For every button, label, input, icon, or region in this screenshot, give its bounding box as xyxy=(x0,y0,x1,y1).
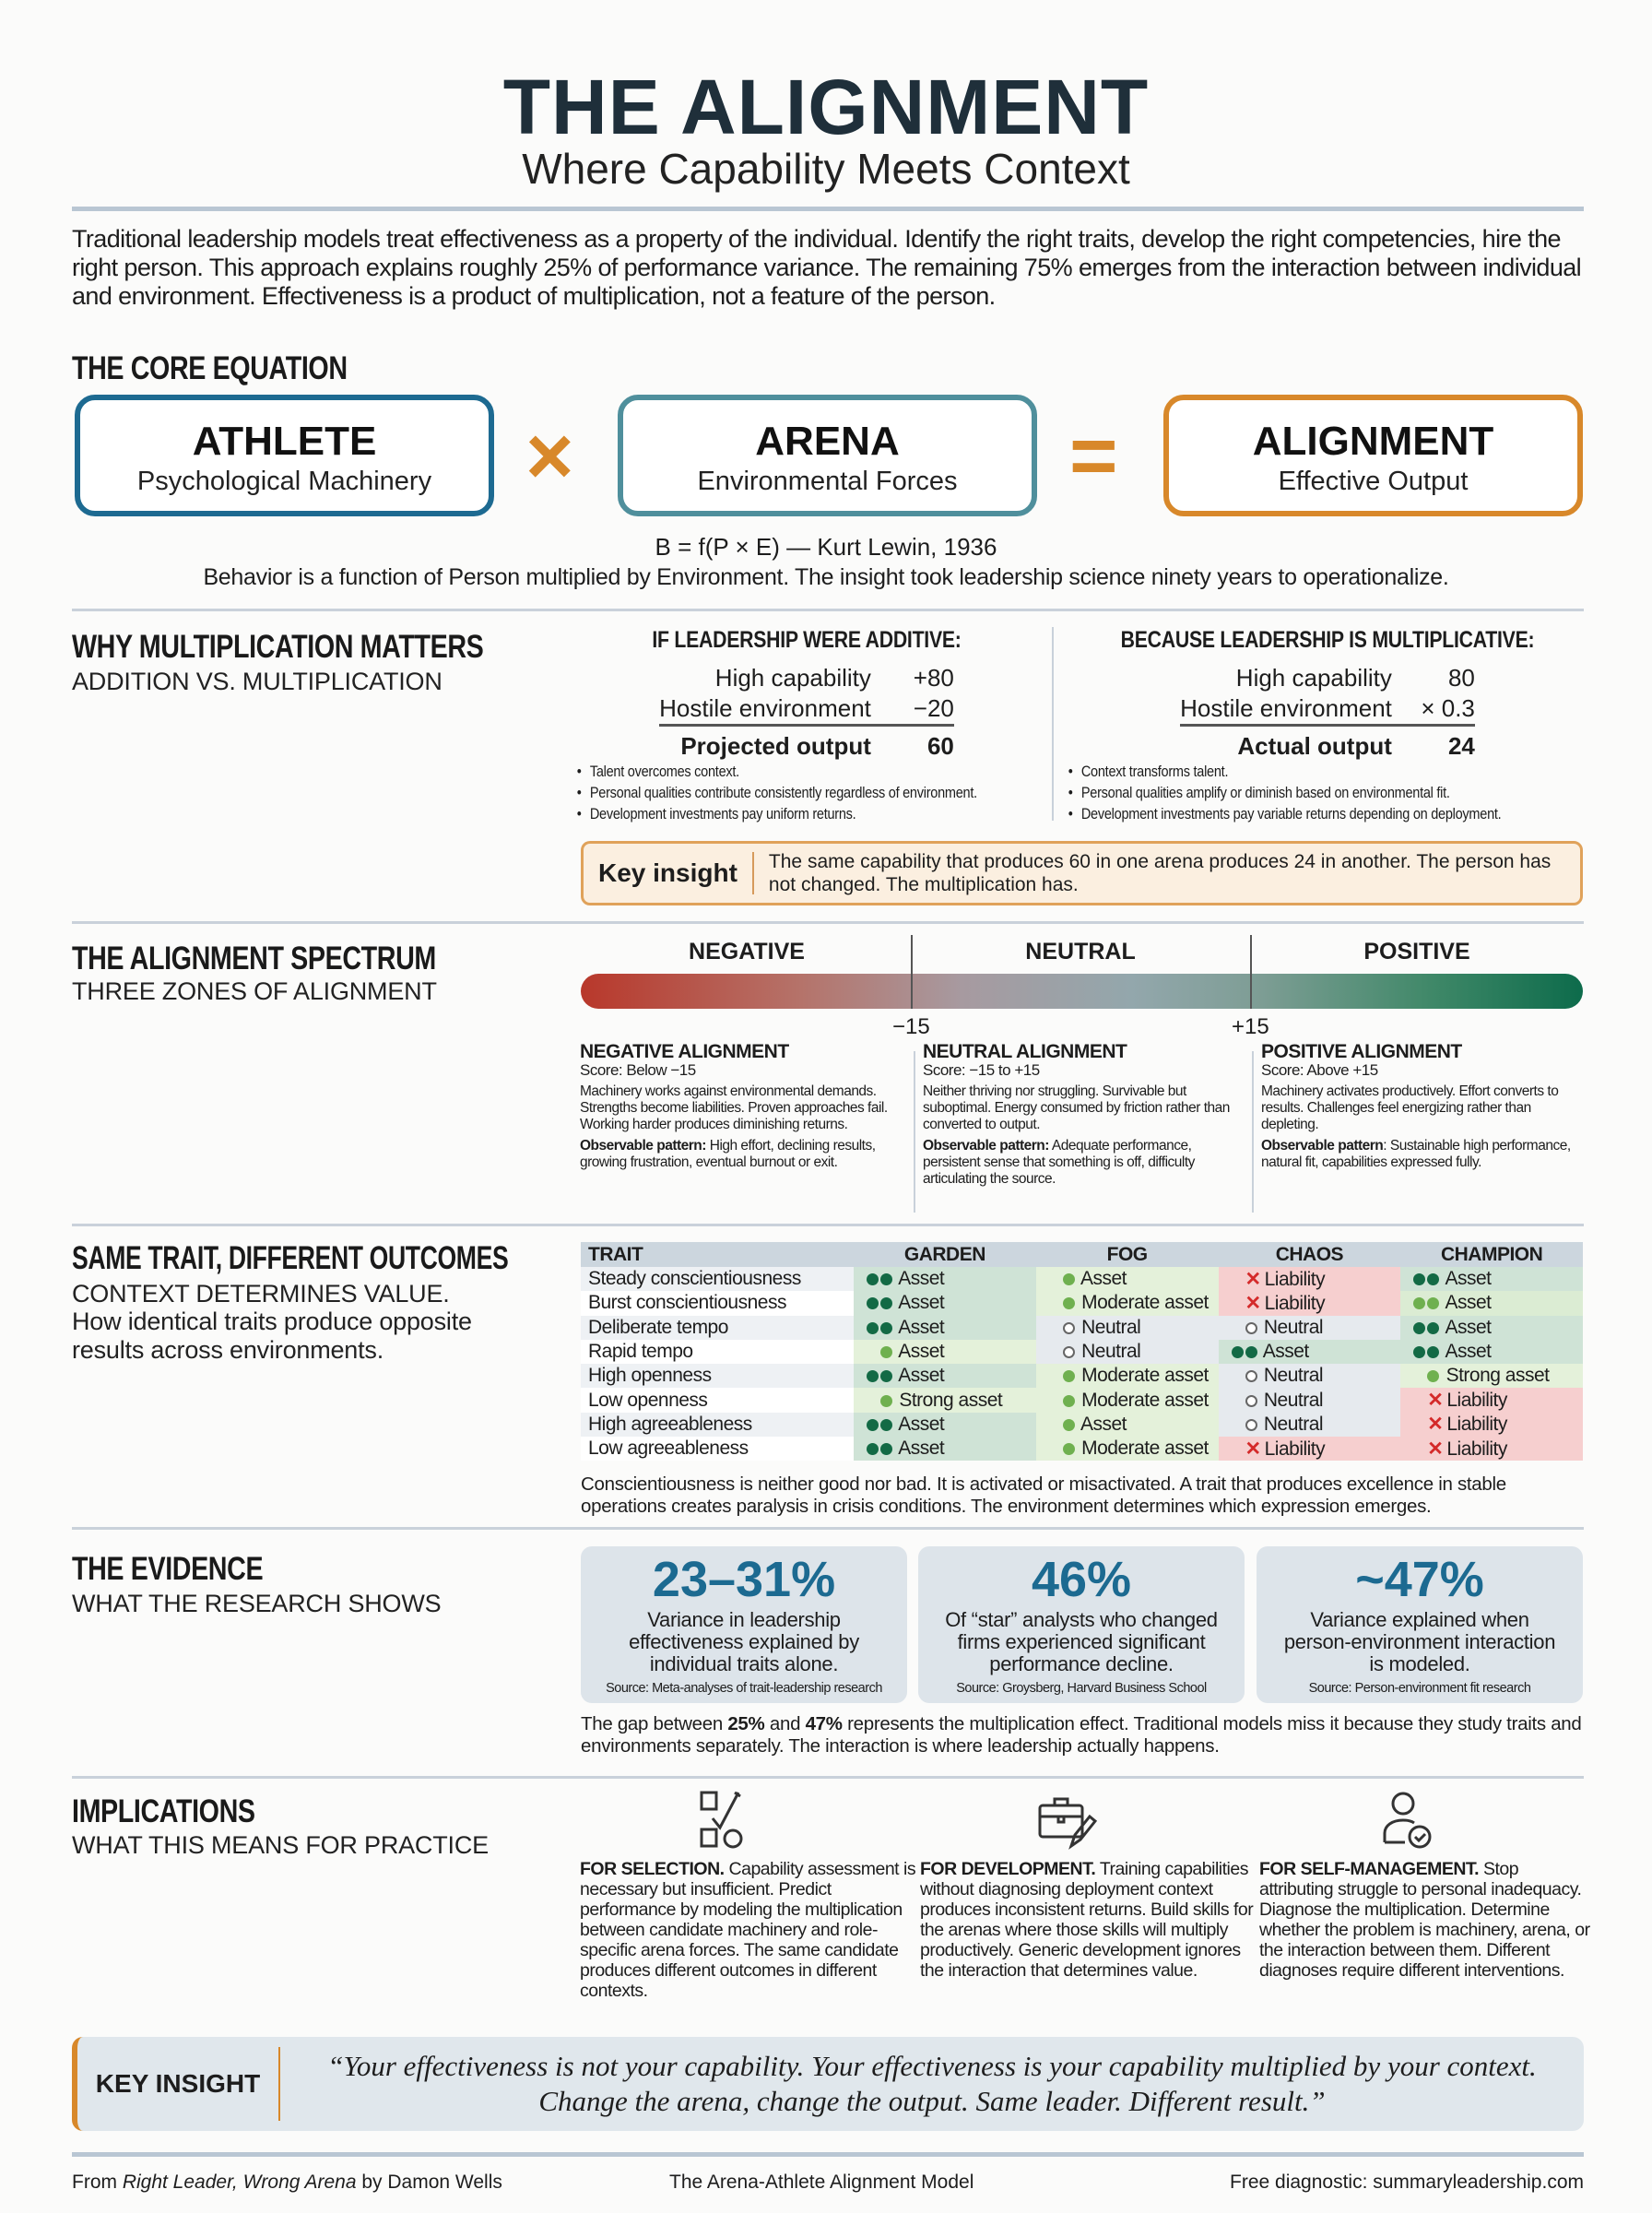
outcome-cell xyxy=(854,1413,1036,1437)
outcome-label: Strong asset xyxy=(899,1389,1003,1411)
zone-desc: Machinery activates productively. Effort converts to results. Challenges feel energizing rather than depleting. xyxy=(1261,1083,1559,1132)
empty-circle-icon xyxy=(1049,1317,1081,1338)
outcome-cell xyxy=(1036,1437,1219,1461)
row-value: 80 xyxy=(1447,664,1475,692)
implication-text: Training capabilities without diagnosing deployment context produces inconsistent returns. Build skills for the arenas where those skills will multiply productively. Generic development ignores the interaction that determines value. xyxy=(920,1859,1254,1981)
zone-label-neutral: NEUTRAL xyxy=(1025,939,1136,964)
key-insight-box xyxy=(581,841,1583,905)
key-insight-label: Key insight xyxy=(584,852,754,894)
outcome-label: Liability xyxy=(1264,1268,1326,1290)
multiply-icon: × xyxy=(525,410,574,503)
outcome-label: Neutral xyxy=(1081,1316,1141,1338)
empty-circle-icon xyxy=(1232,1317,1264,1338)
footer-diagnostic-link[interactable]: Free diagnostic: summaryleadership.com xyxy=(1230,2172,1584,2193)
outcome-label: Asset xyxy=(1262,1341,1309,1363)
dot-icon xyxy=(1049,1365,1081,1386)
column-header: FOG xyxy=(1036,1242,1219,1267)
evidence-card xyxy=(918,1546,1245,1703)
trait-name: High agreeableness xyxy=(581,1413,854,1437)
caption-bold: 47% xyxy=(805,1713,843,1734)
caption-text: and xyxy=(764,1713,806,1734)
implication-title: FOR SELF-MANAGEMENT. xyxy=(1259,1859,1480,1879)
footer-source xyxy=(72,2172,502,2194)
implications-subheading: WHAT THIS MEANS FOR PRACTICE xyxy=(72,1831,489,1859)
outcome-label: Neutral xyxy=(1081,1341,1141,1363)
traits-caption: Conscientiousness is neither good nor bad. It is activated or misactivated. A trait that produces excellence in stable operations creates paralysis in crisis conditions. The environment determines which expression emerges. xyxy=(581,1473,1506,1517)
outcome-cell xyxy=(1219,1267,1401,1291)
outcome-label: Asset xyxy=(898,1438,945,1460)
trait-outcomes-table xyxy=(581,1242,1583,1461)
pattern-label: Observable pattern: xyxy=(580,1138,706,1154)
outcome-label: Asset xyxy=(1445,1268,1492,1290)
trait-name: Burst conscientiousness xyxy=(581,1291,854,1315)
outcome-cell xyxy=(1400,1413,1583,1437)
dot-icon xyxy=(867,1341,898,1362)
zone-label-negative: NEGATIVE xyxy=(689,939,805,964)
pattern-text: High effort, declining results, growing frustration, eventual burnout or exit. xyxy=(580,1138,876,1170)
zone-positive xyxy=(1261,1041,1588,1176)
zone-score: Score: −15 to +15 xyxy=(923,1061,1040,1079)
alignment-box xyxy=(1163,395,1583,516)
double-dot-icon xyxy=(1413,1292,1445,1313)
outcome-cell xyxy=(1036,1340,1219,1364)
trait-name: High openness xyxy=(581,1364,854,1388)
bullet: • Personal qualities amplify or diminish based on environmental fit. xyxy=(1067,783,1501,804)
double-dot-icon xyxy=(867,1292,898,1313)
outcome-cell xyxy=(1219,1413,1401,1437)
double-dot-icon xyxy=(1413,1317,1445,1338)
total-label: Actual output xyxy=(1180,726,1392,763)
why-subheading: ADDITION VS. MULTIPLICATION xyxy=(72,668,442,695)
divider xyxy=(72,609,1584,611)
outcome-cell xyxy=(1219,1340,1401,1364)
outcome-cell xyxy=(1219,1388,1401,1412)
implication-selection xyxy=(580,1859,916,2001)
stat-source: Source: Meta-analyses of trait-leadership research xyxy=(606,1681,882,1696)
stat-desc: Of “star” analysts who changed firms experienced significant performance decline. xyxy=(945,1608,1218,1675)
zone-desc: Machinery works against environmental demands. Strengths become liabilities. Proven approaches fail. Working harder produces diminishing returns. xyxy=(580,1083,888,1132)
double-dot-icon xyxy=(1413,1268,1445,1289)
table-row xyxy=(581,1437,1583,1461)
row-value: +80 xyxy=(913,664,954,692)
page-subtitle: Where Capability Meets Context xyxy=(522,145,1130,193)
row-value: × 0.3 xyxy=(1421,694,1475,722)
x-icon: ✕ xyxy=(1245,1292,1261,1314)
table-row xyxy=(581,1413,1583,1437)
additive-title: IF LEADERSHIP WERE ADDITIVE: xyxy=(652,627,962,653)
outcome-cell xyxy=(1400,1437,1583,1461)
bullet: • Development investments pay variable returns depending on deployment. xyxy=(1067,804,1501,825)
outcome-label: Liability xyxy=(1264,1438,1326,1460)
outcome-label: Liability xyxy=(1446,1438,1507,1460)
page-title: THE ALIGNMENT xyxy=(502,64,1150,150)
bullet: • Context transforms talent. xyxy=(1067,762,1501,783)
stat-desc: Variance explained when person-environment interaction is modeled. xyxy=(1283,1608,1556,1675)
why-heading: WHY MULTIPLICATION MATTERS xyxy=(72,629,484,665)
book-title: Right Leader, Wrong Arena xyxy=(122,2172,357,2193)
double-dot-icon xyxy=(867,1268,898,1289)
outcome-cell xyxy=(1219,1291,1401,1315)
caption-text: The gap between xyxy=(581,1713,728,1734)
row-label: High capability xyxy=(1235,664,1392,692)
key-insight-text: The same capability that produces 60 in one arena produces 24 in another. The person has not changed. The multiplication has. xyxy=(768,851,1552,895)
double-dot-icon xyxy=(867,1438,898,1459)
outcome-cell xyxy=(854,1316,1036,1340)
traits-heading: SAME TRAIT, DIFFERENT OUTCOMES xyxy=(72,1240,509,1276)
outcome-cell xyxy=(1036,1291,1219,1315)
stat-source: Source: Groysberg, Harvard Business School xyxy=(956,1681,1207,1696)
dot-icon xyxy=(1049,1268,1080,1289)
equation-caption: Behavior is a function of Person multiplied by Environment. The insight took leadership science ninety years to operationalize. xyxy=(203,564,1449,590)
stat-value: ~47% xyxy=(1355,1552,1484,1607)
outcome-label: Asset xyxy=(1445,1292,1492,1314)
outcome-cell xyxy=(1036,1388,1219,1412)
double-dot-icon xyxy=(867,1365,898,1386)
evidence-card xyxy=(1257,1546,1583,1703)
outcome-cell xyxy=(1219,1316,1401,1340)
outcome-label: Moderate asset xyxy=(1081,1365,1209,1387)
zone-negative xyxy=(580,1041,907,1176)
arena-sub: Environmental Forces xyxy=(697,467,958,496)
alignment-title: ALIGNMENT xyxy=(1252,419,1494,464)
dot-icon xyxy=(1049,1414,1080,1435)
tick-label-minus15: −15 xyxy=(892,1014,930,1039)
outcome-cell xyxy=(854,1291,1036,1315)
x-icon: ✕ xyxy=(1245,1438,1261,1460)
outcome-label: Asset xyxy=(1445,1341,1492,1363)
spectrum-heading: THE ALIGNMENT SPECTRUM xyxy=(72,941,436,976)
outcome-label: Asset xyxy=(898,1413,945,1435)
athlete-title: ATHLETE xyxy=(192,419,377,464)
implication-title: FOR SELECTION. xyxy=(580,1859,725,1879)
pattern-label: Observable pattern xyxy=(1261,1138,1384,1154)
outcome-label: Liability xyxy=(1446,1390,1507,1412)
bullet: • Talent overcomes context. xyxy=(575,762,977,783)
zone-title: NEUTRAL ALIGNMENT xyxy=(923,1041,1127,1062)
arena-title: ARENA xyxy=(755,419,900,464)
tick-line xyxy=(1250,935,1252,1009)
pattern-text: Adequate performance, persistent sense that something is off, difficulty articulating the source. xyxy=(923,1138,1195,1187)
outcome-cell xyxy=(1400,1267,1583,1291)
double-dot-icon xyxy=(867,1414,898,1435)
multiplicative-calc xyxy=(1069,627,1586,762)
athlete-box xyxy=(75,395,494,516)
zone-score: Score: Below −15 xyxy=(580,1061,696,1079)
divider xyxy=(72,1776,1584,1779)
footer-model: The Arena-Athlete Alignment Model xyxy=(669,2172,974,2193)
outcome-cell xyxy=(854,1267,1036,1291)
arena-box xyxy=(618,395,1037,516)
stat-value: 46% xyxy=(1031,1552,1132,1607)
equals-icon: = xyxy=(1069,410,1118,503)
double-dot-icon xyxy=(867,1317,898,1338)
empty-circle-icon xyxy=(1232,1390,1264,1411)
implication-development xyxy=(920,1859,1257,1981)
table-row xyxy=(581,1364,1583,1388)
row-label: Hostile environment xyxy=(659,694,871,722)
total-value: 60 xyxy=(871,726,954,763)
outcome-cell xyxy=(854,1437,1036,1461)
outcome-label: Asset xyxy=(898,1365,945,1387)
footer-text: by Damon Wells xyxy=(356,2172,502,2193)
outcome-label: Asset xyxy=(1080,1413,1127,1435)
divider xyxy=(72,921,1584,924)
alignment-spectrum-bar xyxy=(581,974,1583,1009)
x-icon: ✕ xyxy=(1427,1438,1444,1460)
column-header: GARDEN xyxy=(854,1242,1036,1267)
traits-subheading: CONTEXT DETERMINES VALUE. xyxy=(72,1280,450,1308)
person-check-icon xyxy=(1375,1789,1440,1853)
lewin-formula: B = f(P × E) — Kurt Lewin, 1936 xyxy=(655,533,997,561)
implication-title: FOR DEVELOPMENT. xyxy=(920,1859,1096,1879)
tick-label-plus15: +15 xyxy=(1232,1014,1269,1039)
outcome-label: Asset xyxy=(1445,1316,1492,1338)
additive-calc xyxy=(581,627,1032,762)
zone-desc: Neither thriving nor struggling. Survivable but suboptimal. Energy consumed by friction rather than converted to output. xyxy=(923,1083,1230,1132)
zone-neutral xyxy=(923,1041,1250,1192)
pattern-label: Observable pattern: xyxy=(923,1138,1049,1154)
trait-name: Low openness xyxy=(581,1388,854,1412)
outcome-cell xyxy=(1219,1364,1401,1388)
outcome-cell xyxy=(1036,1316,1219,1340)
alignment-sub: Effective Output xyxy=(1278,467,1469,496)
outcome-cell xyxy=(854,1340,1036,1364)
core-equation-heading: THE CORE EQUATION xyxy=(72,350,348,386)
empty-circle-icon xyxy=(1049,1341,1081,1362)
implications-heading: IMPLICATIONS xyxy=(72,1793,255,1829)
table-row xyxy=(581,1340,1583,1364)
stat-desc: Variance in leadership effectiveness explained by individual traits alone. xyxy=(629,1608,859,1675)
zone-score: Score: Above +15 xyxy=(1261,1061,1378,1079)
tick-line xyxy=(911,935,913,1009)
table-row xyxy=(581,1316,1583,1340)
outcome-cell xyxy=(1400,1388,1583,1412)
outcome-label: Neutral xyxy=(1263,1365,1324,1387)
x-icon: ✕ xyxy=(1427,1390,1444,1412)
athlete-sub: Psychological Machinery xyxy=(136,467,432,496)
stat-value: 23–31% xyxy=(652,1552,836,1607)
outcome-label: Neutral xyxy=(1263,1413,1324,1435)
pattern-text: : Sustainable high performance, natural fit, capabilities expressed fully. xyxy=(1261,1138,1571,1170)
double-dot-icon xyxy=(1232,1341,1263,1362)
bullet: • Development investments pay uniform returns. xyxy=(575,804,977,825)
outcome-cell xyxy=(1400,1364,1583,1388)
double-dot-icon xyxy=(1413,1341,1445,1362)
total-label: Projected output xyxy=(659,726,871,763)
additive-bullets xyxy=(575,762,977,825)
outcome-cell xyxy=(854,1388,1036,1412)
trait-name: Low agreeableness xyxy=(581,1437,854,1461)
evidence-heading: THE EVIDENCE xyxy=(72,1551,264,1587)
outcome-cell xyxy=(1400,1316,1583,1340)
dot-icon xyxy=(1049,1390,1081,1411)
trait-name: Deliberate tempo xyxy=(581,1316,854,1340)
outcome-label: Moderate asset xyxy=(1081,1292,1209,1314)
spectrum-subheading: THREE ZONES OF ALIGNMENT xyxy=(72,977,437,1005)
outcome-label: Liability xyxy=(1446,1414,1507,1436)
empty-circle-icon xyxy=(1232,1414,1264,1435)
implication-self-management xyxy=(1259,1859,1596,1981)
outcome-label: Neutral xyxy=(1263,1389,1324,1411)
caption-text: represents the multiplication effect. Traditional models miss it because they study traits and environments separately. The interaction is where leadership actually happens. xyxy=(581,1713,1582,1757)
caption-bold: 25% xyxy=(727,1713,765,1734)
outcome-label: Asset xyxy=(898,1292,945,1314)
outcome-label: Asset xyxy=(898,1341,945,1363)
evidence-subheading: WHAT THE RESEARCH SHOWS xyxy=(72,1590,442,1617)
outcome-label: Asset xyxy=(898,1268,945,1290)
evidence-card xyxy=(581,1546,907,1703)
outcome-cell xyxy=(1400,1340,1583,1364)
table-row xyxy=(581,1291,1583,1315)
divider xyxy=(72,207,1584,211)
intro-paragraph: Traditional leadership models treat effectiveness as a property of the individual. Identify the right traits, develop the right competencies, hire the right person. This approach explains roughly 25% of performance variance. The remaining 75% emerges from the interaction between individual and environment. Effectiveness is a product of multiplication, not a feature of the person. xyxy=(72,225,1582,310)
zone-title: NEGATIVE ALIGNMENT xyxy=(580,1041,789,1062)
outcome-cell xyxy=(1219,1437,1401,1461)
zone-label-positive: POSITIVE xyxy=(1363,939,1470,964)
stat-source: Source: Person-environment fit research xyxy=(1308,1681,1531,1696)
column-header: CHAOS xyxy=(1219,1242,1401,1267)
bullet: • Personal qualities contribute consistently regardless of environment. xyxy=(575,783,977,804)
column-header: CHAMPION xyxy=(1400,1242,1583,1267)
dot-icon xyxy=(1049,1292,1081,1313)
divider xyxy=(72,2152,1584,2157)
dot-icon xyxy=(1049,1438,1081,1459)
key-insight-quote-box xyxy=(72,2037,1584,2131)
table-row xyxy=(581,1388,1583,1412)
multiplicative-title: BECAUSE LEADERSHIP IS MULTIPLICATIVE: xyxy=(1120,627,1535,653)
multiplicative-bullets xyxy=(1067,762,1501,825)
outcome-label: Asset xyxy=(898,1316,945,1338)
outcome-label: Liability xyxy=(1264,1292,1326,1314)
outcome-cell xyxy=(854,1364,1036,1388)
outcome-label: Moderate asset xyxy=(1081,1438,1209,1460)
dot-icon xyxy=(1413,1365,1446,1386)
zone-title: POSITIVE ALIGNMENT xyxy=(1261,1041,1462,1062)
row-label: Hostile environment xyxy=(1180,694,1392,722)
empty-circle-icon xyxy=(1232,1365,1264,1386)
implication-text: Capability assessment is necessary but insufficient. Predict performance by modeling the multiplication between candidate machinery and role-specific arena forces. The same candidate produces different outcomes in different contexts. xyxy=(580,1859,916,2001)
row-value: −20 xyxy=(913,694,954,722)
footer-text: From xyxy=(72,2172,123,2193)
briefcase-pencil-icon xyxy=(1034,1789,1099,1853)
outcome-cell xyxy=(1400,1291,1583,1315)
selection-shapes-check-icon xyxy=(696,1789,761,1853)
x-icon: ✕ xyxy=(1427,1414,1444,1436)
evidence-caption xyxy=(581,1713,1586,1757)
outcome-label: Neutral xyxy=(1263,1316,1324,1338)
outcome-cell xyxy=(1036,1267,1219,1291)
traits-description: How identical traits produce opposite results across environments. xyxy=(72,1308,472,1364)
outcome-cell xyxy=(1036,1364,1219,1388)
x-icon: ✕ xyxy=(1245,1268,1261,1290)
outcome-label: Strong asset xyxy=(1446,1365,1550,1387)
outcome-label: Asset xyxy=(1080,1268,1127,1290)
row-label: High capability xyxy=(714,664,871,692)
total-value: 24 xyxy=(1392,726,1475,763)
trait-name: Steady conscientiousness xyxy=(581,1267,854,1291)
divider xyxy=(72,1224,1584,1226)
dot-icon xyxy=(867,1390,899,1411)
table-row xyxy=(581,1267,1583,1291)
trait-name: Rapid tempo xyxy=(581,1340,854,1364)
outcome-label: Moderate asset xyxy=(1081,1389,1209,1411)
divider xyxy=(72,1527,1584,1530)
implication-text: Stop attributing struggle to personal inadequacy. Diagnose the multiplication. Determine whether the problem is machinery, arena, or the interaction between them. Different diagnoses require different interventions. xyxy=(1259,1859,1590,1981)
column-header: TRAIT xyxy=(581,1242,854,1267)
key-insight-label: KEY INSIGHT xyxy=(77,2047,280,2121)
outcome-cell xyxy=(1036,1413,1219,1437)
key-insight-quote: “Your effectiveness is not your capability. Your effectiveness is your capability multiplied by your context. Change the arena, change the output. Same leader. Different result.” xyxy=(327,2050,1537,2117)
